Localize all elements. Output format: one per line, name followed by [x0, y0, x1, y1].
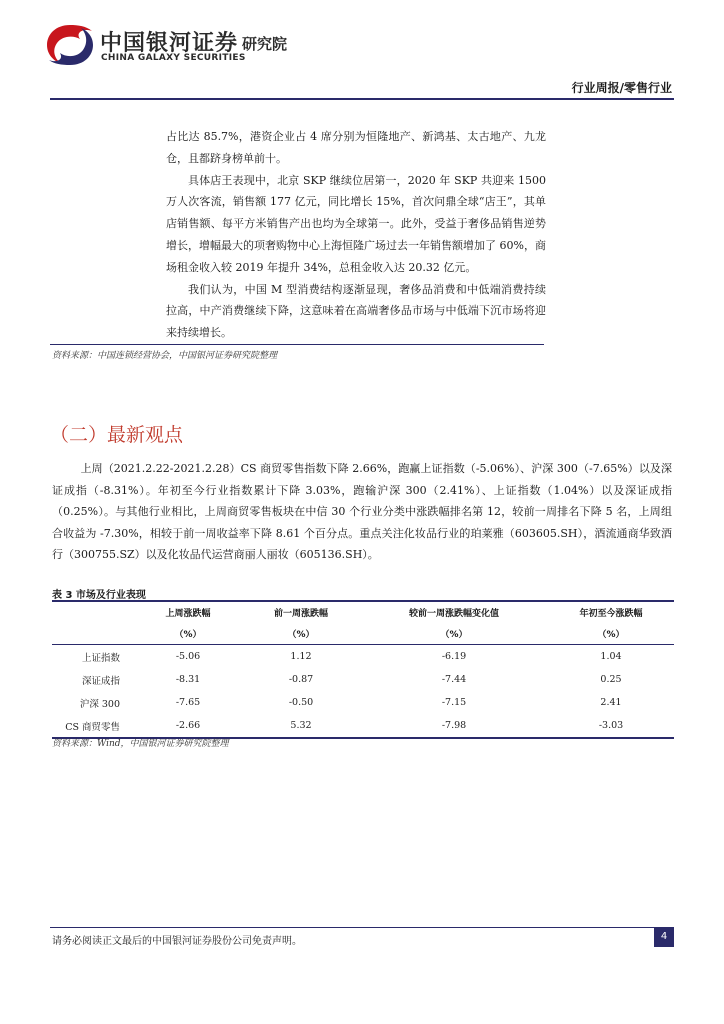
table-cell: 2.41: [600, 697, 622, 708]
sidebar-text-box: [166, 126, 546, 344]
table-cell: 1.12: [290, 651, 312, 662]
body-text: [52, 458, 672, 566]
table-cell: -0.87: [288, 674, 314, 685]
footer-divider: [50, 927, 674, 928]
box-paragraph: 我们认为，中国 M 型消费结构逐渐显现，奢侈品消费和中低端消费持续拉高，中产消费继续下降，这意味着在高端奢侈品市场与中低端下沉市场将迎来持续增长。: [166, 282, 546, 340]
body-paragraph: 上周（2021.2.22-2021.2.28）CS 商贸零售指数下降 2.66%，跑赢上证指数（-5.06%）、沪深 300（-7.65%）以及深证成指（-8.31%）。年初至今行业指数累计下降 3.03%，跑输沪深 300（2.41%）、上证指数（1.04%）以及深证成指（0.25%）。与其他行业相比，上周商贸零售板块在中信 30 个行业分类中涨跌幅排名第 12，较前一周排名下降 5 名，上周组合收益为 -7.30%，相较于前一周收益率下降 8.61 个百分点。重点关注化妆品行业的珀莱雅（603605.SH），酒流通商华致酒行（300755.SZ）以及化妆品代运营商丽人丽妆（605136.SH）。: [52, 462, 672, 562]
report-type: 行业周报/零售行业: [571, 81, 672, 95]
table-unit-cell: （%）: [548, 623, 674, 645]
footer-disclaimer: 请务必阅读正文最后的中国银河证券股份公司免责声明。: [52, 936, 302, 947]
header-divider: [50, 98, 674, 100]
table-cell: -5.06: [175, 651, 201, 662]
table-cell: 5.32: [242, 714, 360, 738]
row-label: CS 商贸零售: [52, 714, 134, 738]
galaxy-logo-icon: [44, 22, 96, 68]
table-header-cell: 上周涨跌幅: [134, 601, 242, 623]
table-header-cell: 前一周涨跌幅: [242, 601, 360, 623]
row-label: 沪深 300: [79, 698, 120, 710]
table-cell: -7.15: [441, 697, 467, 708]
table-row: [52, 714, 674, 738]
brand-name-cn: 中国银河证券: [100, 31, 239, 56]
page-header: [0, 0, 724, 100]
table-row: [52, 645, 674, 669]
box-source-note: 资料来源：中国连锁经营协会，中国银河证券研究院整理: [52, 351, 278, 361]
table-header-cell: [52, 601, 134, 623]
row-label: 深证成指: [81, 675, 120, 687]
table-unit-cell: （%）: [360, 623, 548, 645]
table-cell: -8.31: [175, 674, 201, 685]
table-cell: -3.03: [548, 714, 674, 738]
table-row: [52, 691, 674, 714]
table-unit-cell: （%）: [134, 623, 242, 645]
brand-name-en: CHINA GALAXY SECURITIES: [101, 53, 246, 63]
table-row: [52, 668, 674, 691]
table-unit-cell: （%）: [242, 623, 360, 645]
table-header-cell: 较前一周涨跌幅变化值: [360, 601, 548, 623]
table-cell: -2.66: [134, 714, 242, 738]
table-header-cell: 年初至今涨跌幅: [548, 601, 674, 623]
table-cell: -6.19: [441, 651, 467, 662]
box-paragraph: 具体店王表现中，北京 SKP 继续位居第一，2020 年 SKP 共迎来 1500 万人次客流，销售额 177 亿元，同比增长 15%，首次问鼎全球“店王”，其单店销售额、每平方米销售产出也均为全球第一。此外，受益于奢侈品销售逆势增长，增幅最大的项奢购物中心上海恒隆广场过去一年销售额增加了 60%，商场租金收入较 2019 年提升 34%，总租金收入达 20.32 亿元。: [166, 173, 546, 274]
table-header-row: [52, 601, 674, 623]
table-unit-cell: [52, 623, 134, 645]
table-source-note: 资料来源：Wind，中国银河证券研究院整理: [52, 739, 229, 749]
market-performance-table: [52, 600, 674, 739]
table-cell: -0.50: [288, 697, 314, 708]
box-paragraph: 占比达 85.7%，港资企业占 4 席分别为恒隆地产、新鸿基、太古地产、九龙仓，且都跻身榜单前十。: [166, 130, 546, 165]
box-divider: [50, 344, 544, 345]
table-cell: -7.65: [175, 697, 201, 708]
table-cell: 0.25: [600, 674, 622, 685]
row-label: 上证指数: [81, 652, 120, 664]
table-cell: -7.98: [360, 714, 548, 738]
page-number: 4: [654, 927, 674, 947]
table-caption: 表 3 市场及行业表现: [52, 590, 146, 601]
table-units-row: [52, 623, 674, 645]
brand-department: 研究院: [242, 35, 288, 53]
table-cell: 1.04: [600, 651, 622, 662]
section-heading: （二）最新观点: [50, 424, 184, 446]
table-cell: -7.44: [441, 674, 467, 685]
